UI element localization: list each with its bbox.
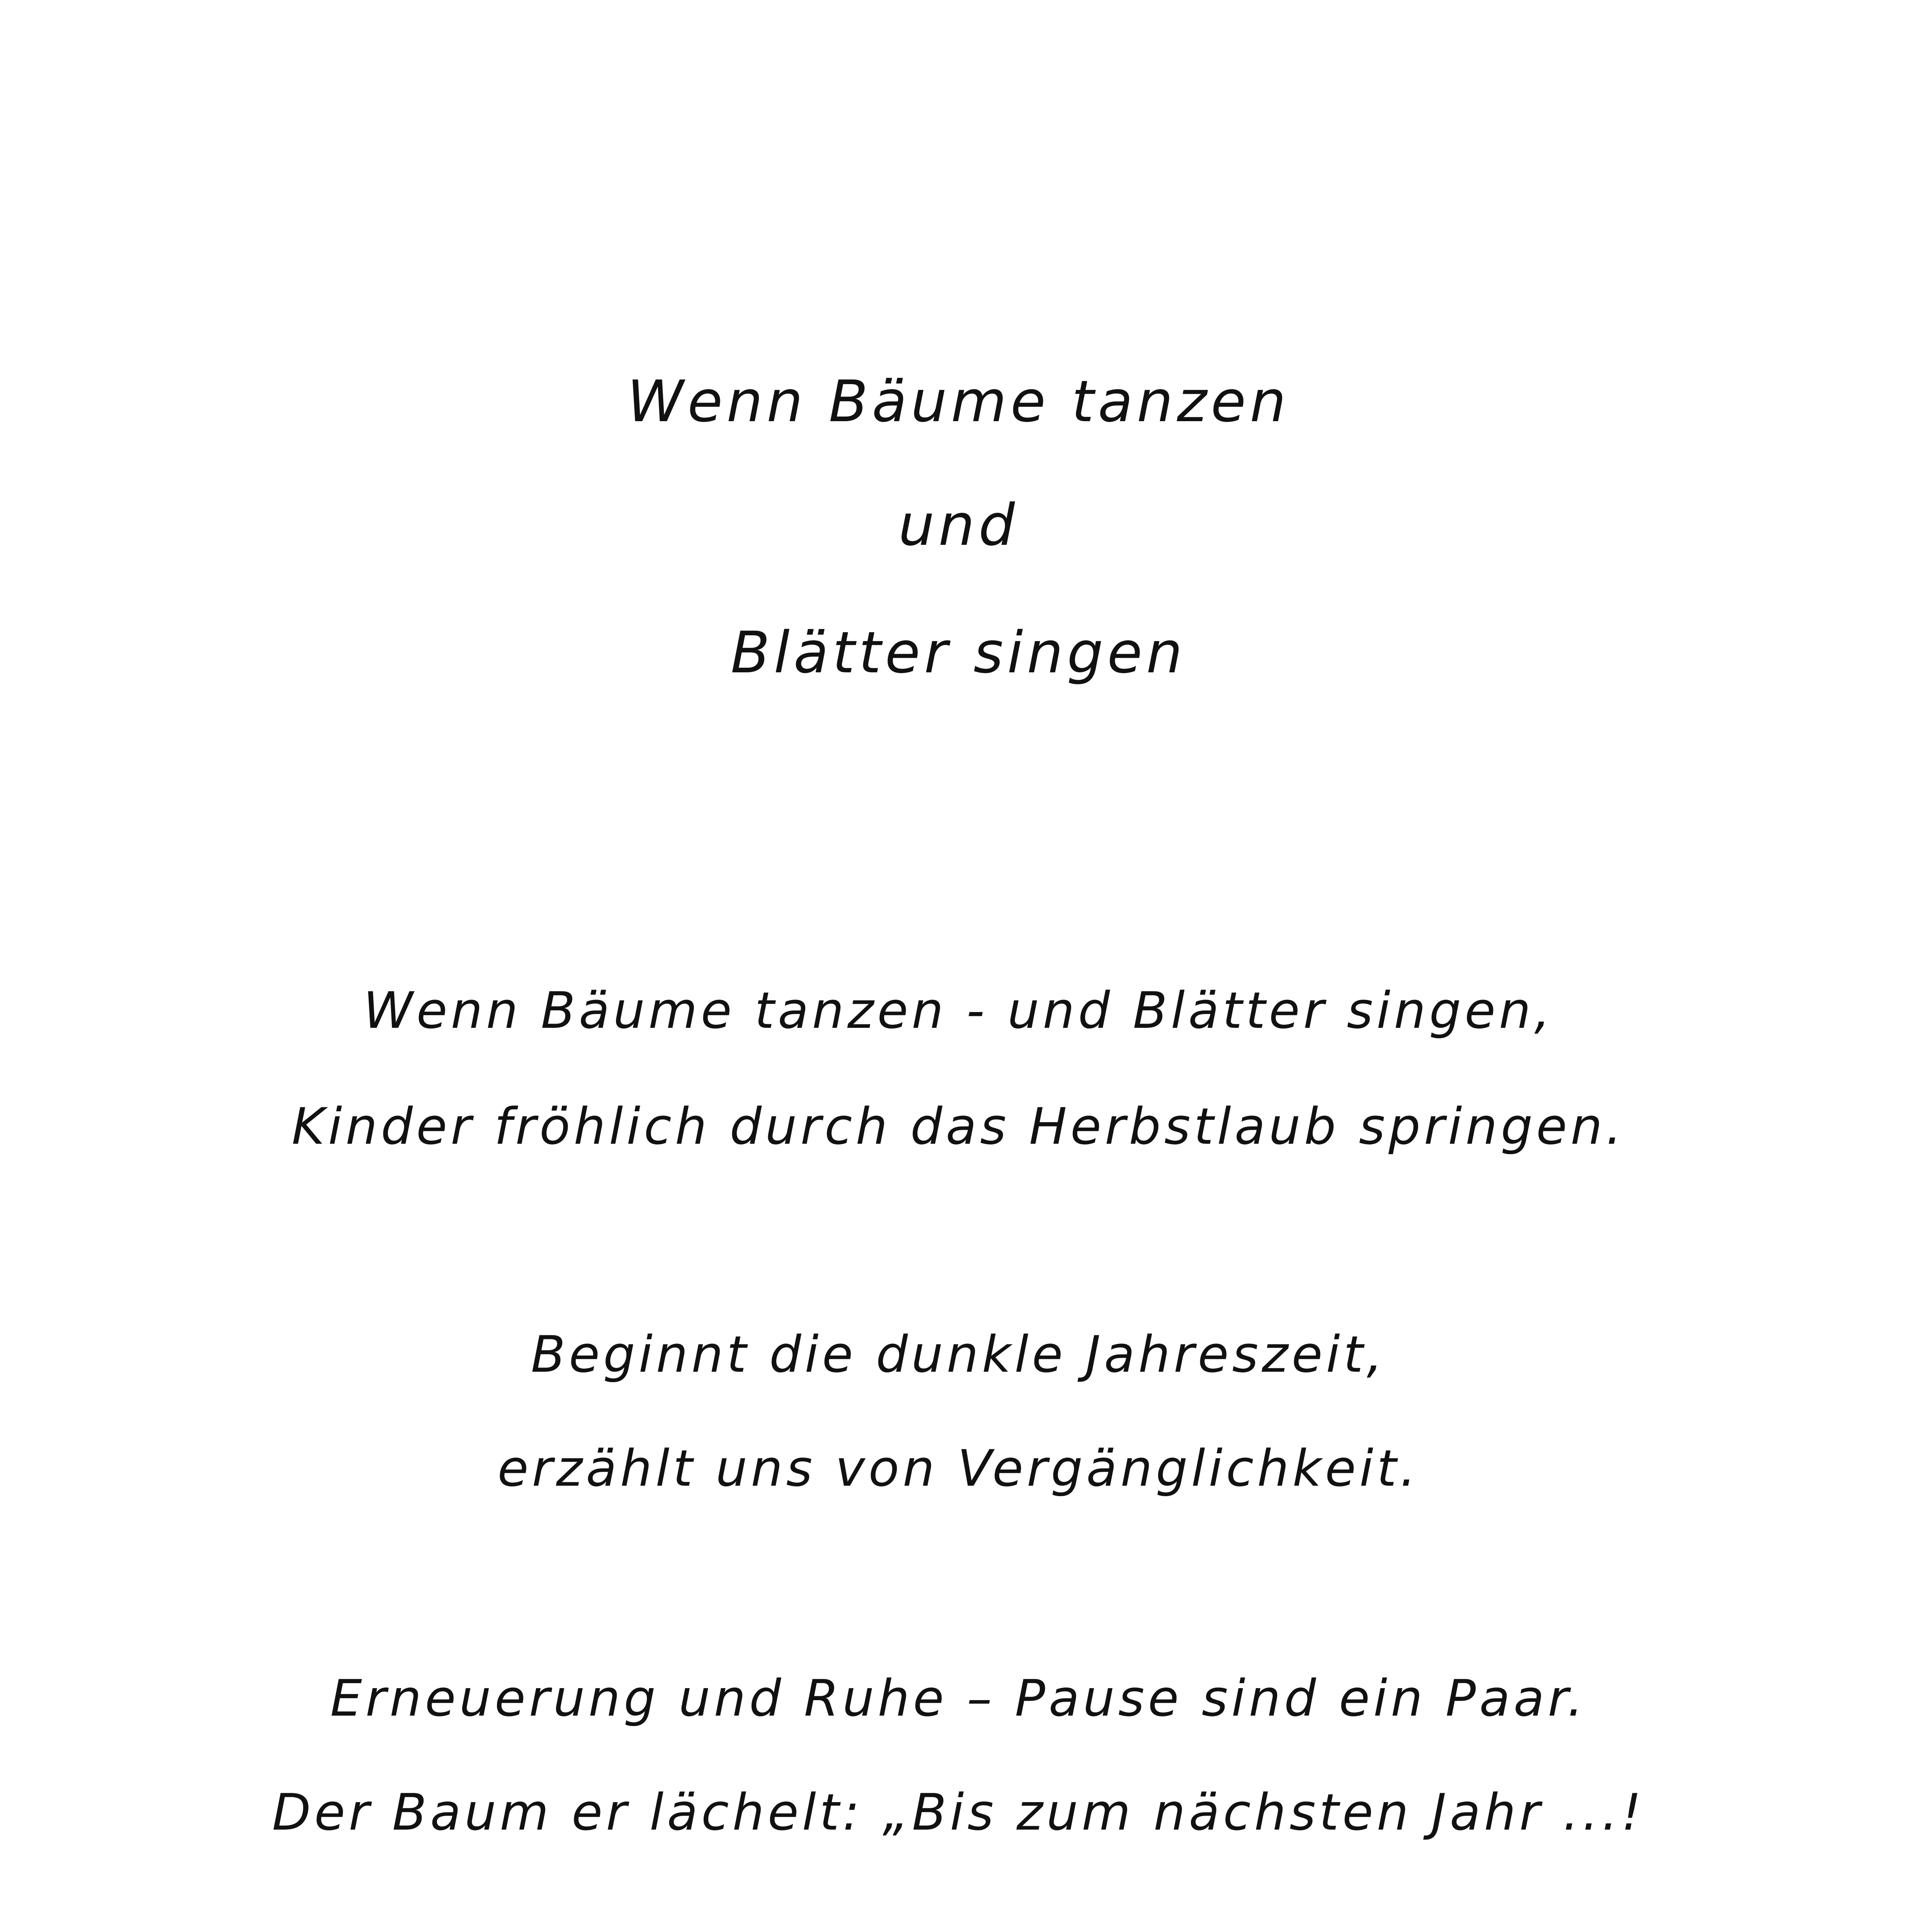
poem-title-line-3: Blätter singen [730,619,1187,686]
stanza-1-line-2: Kinder fröhlich durch das Herbstlaub springen. [291,1097,1626,1156]
stanza-3-line-2: Der Baum er lächelt: „Bis zum nächsten Jahr ...! [272,1783,1645,1842]
stanza-2-line-2: erzählt uns von Vergänglichkeit. [497,1439,1420,1498]
poem-title-line-1: Wenn Bäume tanzen [627,368,1290,435]
stanza-3-line-1: Erneuerung und Ruhe – Pause sind ein Paar. [330,1669,1587,1728]
stanza-2-line-1: Beginnt die dunkle Jahreszeit, [531,1325,1386,1384]
poem-title-line-2: und [898,492,1019,558]
stanza-1-line-1: Wenn Bäume tanzen - und Blätter singen, [363,981,1554,1040]
